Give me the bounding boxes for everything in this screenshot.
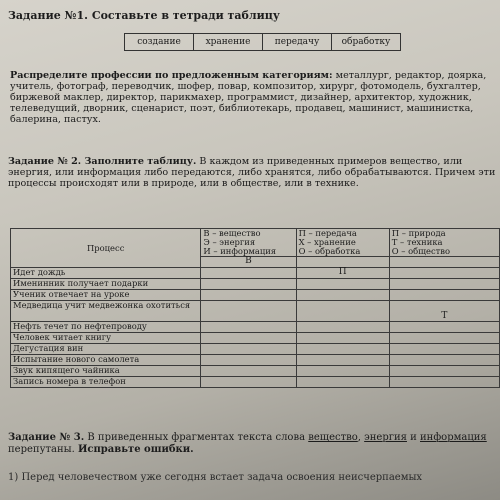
task1-title: Задание №1. Составьте в тетради таблицу (8, 9, 280, 22)
cell-col2 (296, 377, 389, 388)
header-col2-line: П – передача (298, 228, 357, 238)
cell-col1 (201, 290, 296, 301)
process-cell: Нефть течет по нефтепроводу (11, 322, 201, 333)
process-cell: Медведица учит медвежонка охотиться (11, 301, 201, 322)
cell-col3 (389, 333, 499, 344)
cell-col3 (389, 322, 499, 333)
category-transfer: передачу (263, 34, 332, 51)
task3-fix: Исправьте ошибки. (77, 444, 194, 455)
cell-col3: Т (389, 301, 499, 322)
process-cell: Ученик отвечает на уроке (11, 290, 201, 301)
header-transfer-store-process (296, 229, 389, 257)
task1-professions: металлург, редактор, доярка, учитель, фотограф, переводчик, шофер, повар, композитор, хирург, фотомодель, бухгалтер, биржевой маклер, директор, парикмахер, программист, дизайнер, архитектор, художник, телеведущий, дворник, сценарист, поэт, библиотекарь, продавец, машинист, машинистка, балерина, пастух. (10, 70, 487, 125)
task3-and: и (410, 432, 417, 443)
cell-col1 (201, 366, 296, 377)
process-cell: Именинник получает подарки (11, 279, 201, 290)
process-cell: Звук кипящего чайника (11, 366, 201, 377)
example-mark-col1: В (201, 257, 296, 268)
table-row (11, 344, 500, 355)
category-create: создание (125, 34, 194, 51)
table-row (11, 366, 500, 377)
task3-text-b: перепутаны. (8, 444, 75, 455)
cell-col2 (296, 333, 389, 344)
header-col1-line: И – информация (203, 246, 277, 256)
cell-col3 (389, 279, 499, 290)
cell-col1 (201, 355, 296, 366)
table-row (11, 279, 500, 290)
task2-table (10, 228, 500, 388)
cell-col2 (296, 301, 389, 322)
cell-col3 (389, 355, 499, 366)
header-nature-tech-society (389, 229, 499, 257)
cell-col1 (201, 333, 296, 344)
task2-title: Задание № 2. Заполните таблицу. (8, 156, 197, 167)
process-cell: Запись номера в телефон (11, 377, 201, 388)
cell-col2 (296, 344, 389, 355)
header-substance-energy-info (201, 229, 296, 257)
cell-col1 (201, 322, 296, 333)
process-cell: Испытание нового самолета (11, 355, 201, 366)
table-row (11, 268, 500, 279)
header-col3-line: Т – техника (391, 237, 443, 247)
header-col1-line: В – вещество (203, 228, 261, 238)
cell-col1 (201, 344, 296, 355)
task3-word-energy: энергия (364, 432, 407, 443)
task1-lead: Распределите профессии по предложенным категориям: (10, 70, 333, 81)
cell-col2 (296, 366, 389, 377)
table-row (11, 322, 500, 333)
header-col3-line: О – общество (391, 246, 451, 256)
cell-col3 (389, 366, 499, 377)
task1-paragraph (10, 70, 498, 125)
task2-paragraph (8, 156, 500, 189)
header-col1-line: Э – энергия (203, 237, 256, 247)
cell-col1 (201, 268, 296, 279)
table-row (11, 301, 500, 322)
cell-col1 (201, 301, 296, 322)
cell-col3 (389, 268, 499, 279)
cell-col2 (296, 355, 389, 366)
table-row (11, 355, 500, 366)
task2-text: В каждом из приведенных примеров вещество, или энергия, или информация либо передаются, либо хранятся, либо обрабатываются. Причем эти процессы происходят или в природе, или в обществе, или в технике. (8, 156, 496, 189)
example-mark-col3 (389, 257, 499, 268)
task3-paragraph (8, 432, 500, 456)
category-store: хранение (194, 34, 263, 51)
task3-word-substance: вещество (308, 432, 358, 443)
table-row (11, 290, 500, 301)
cell-col2 (296, 279, 389, 290)
cell-col2 (296, 322, 389, 333)
task3-cut-line: 1) Перед человечеством уже сегодня встает задача освоения неисчерпаемых (8, 472, 423, 483)
process-cell: Идет дождь (11, 268, 201, 279)
process-cell: Дегустация вин (11, 344, 201, 355)
header-process: Процесс (11, 229, 201, 268)
cell-col2 (296, 290, 389, 301)
cell-col1 (201, 279, 296, 290)
task3-sep: , (357, 432, 361, 443)
process-cell: Человек читает книгу (11, 333, 201, 344)
header-col2-line: Х – хранение (298, 237, 356, 247)
task3-title: Задание № 3. (8, 432, 85, 443)
cell-col3 (389, 344, 499, 355)
cell-col2: П (296, 268, 389, 279)
task1-categories-table (124, 33, 401, 51)
example-mark-col2 (296, 257, 389, 268)
task3-text-a: В приведенных фрагментах текста слова (87, 432, 306, 443)
table-row (11, 333, 500, 344)
header-col3-line: П – природа (391, 228, 446, 238)
header-col2-line: О – обработка (298, 246, 361, 256)
task3-word-information: информация (420, 432, 487, 443)
cell-col3 (389, 377, 499, 388)
category-process: обработку (332, 34, 401, 51)
cell-col3 (389, 290, 499, 301)
cell-col1 (201, 377, 296, 388)
table-row (11, 377, 500, 388)
